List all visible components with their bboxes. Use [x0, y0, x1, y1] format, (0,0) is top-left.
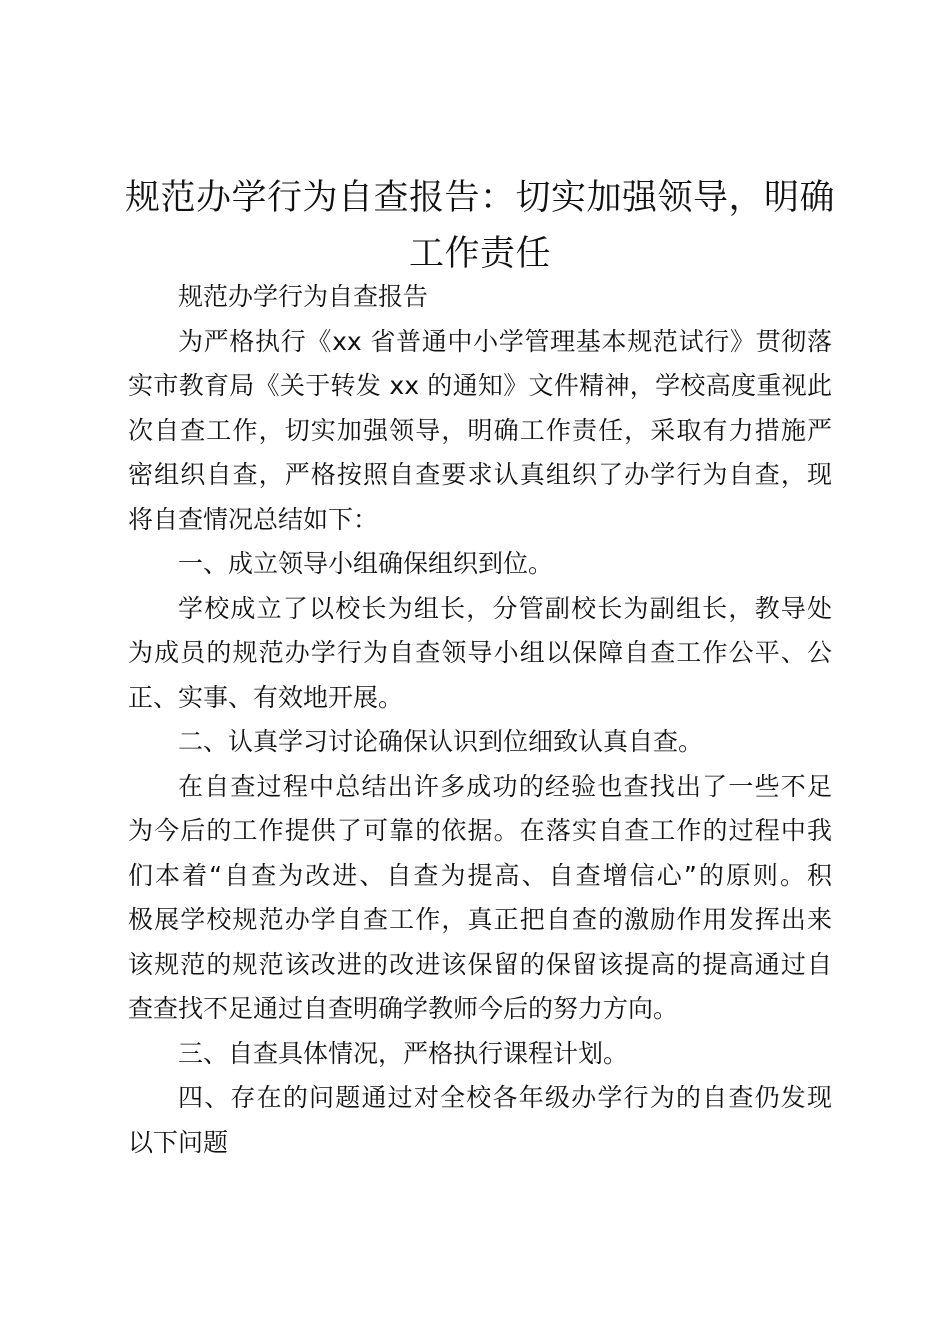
section-heading-3 — [128, 1032, 832, 1077]
paragraph-line: 学校成立了以校长为组长，分管副校长为副组长，教导处 — [178, 593, 832, 623]
paragraph-line: 将自查情况总结如下： — [128, 504, 379, 534]
intro-paragraph — [128, 320, 832, 543]
document-body — [128, 275, 832, 1165]
paragraph-line: 实市教育局《关于转发 xx 的通知》文件精神，学校高度重视此 — [128, 371, 832, 400]
paragraph-line: 以下问题 — [128, 1127, 229, 1157]
paragraph-line: 密组织自查，严格按照自查要求认真组织了办学行为自查，现 — [128, 460, 832, 489]
paragraph-line: 查查找不足通过自查明确学教师今后的努力方向。 — [128, 994, 679, 1023]
paragraph-line: 二、认真学习讨论确保认识到位细致认真自查。 — [178, 727, 704, 756]
paragraph-line: 一、成立领导小组确保组织到位。 — [178, 549, 554, 578]
paragraph-line: 极展学校规范办学自查工作，真正把自查的激励作用发挥出来 — [128, 905, 832, 934]
section-heading-4 — [128, 1076, 832, 1165]
section-heading-1 — [128, 542, 832, 587]
section-heading-2 — [128, 720, 832, 765]
paragraph-line: 为今后的工作提供了可靠的依据。在落实自查工作的过程中我 — [128, 816, 832, 845]
paragraph-line: 三、自查具体情况，严格执行课程计划。 — [178, 1038, 629, 1068]
paragraph-line: 为成员的规范办学行为自查领导小组以保障自查工作公平、公 — [128, 638, 832, 667]
paragraph-line: 在自查过程中总结出许多成功的经验也查找出了一些不足 — [178, 771, 832, 801]
paragraph-line: 该规范的规范该改进的改进该保留的保留该提高的提高通过自 — [128, 949, 832, 979]
section-2-paragraph — [128, 765, 832, 1032]
paragraph-line: 们本着“自查为改进、自查为提高、自查增信心”的原则。积 — [128, 860, 832, 890]
document-title — [110, 170, 850, 282]
paragraph-line: 规范办学行为自查报告 — [178, 282, 429, 311]
subtitle-paragraph — [128, 275, 832, 320]
section-1-paragraph — [128, 587, 832, 721]
paragraph-line: 四、存在的问题通过对全校各年级办学行为的自查仍发现 — [178, 1083, 832, 1112]
paragraph-line: 正、实事、有效地开展。 — [128, 682, 404, 712]
title-line-1: 规范办学行为自查报告：切实加强领导，明确 — [124, 178, 835, 218]
paragraph-line: 次自查工作，切实加强领导，明确工作责任，采取有力措施严 — [128, 415, 832, 445]
title-line-2: 工作责任 — [408, 234, 551, 274]
paragraph-line: 为严格执行《xx 省普通中小学管理基本规范试行》贯彻落 — [178, 326, 832, 356]
